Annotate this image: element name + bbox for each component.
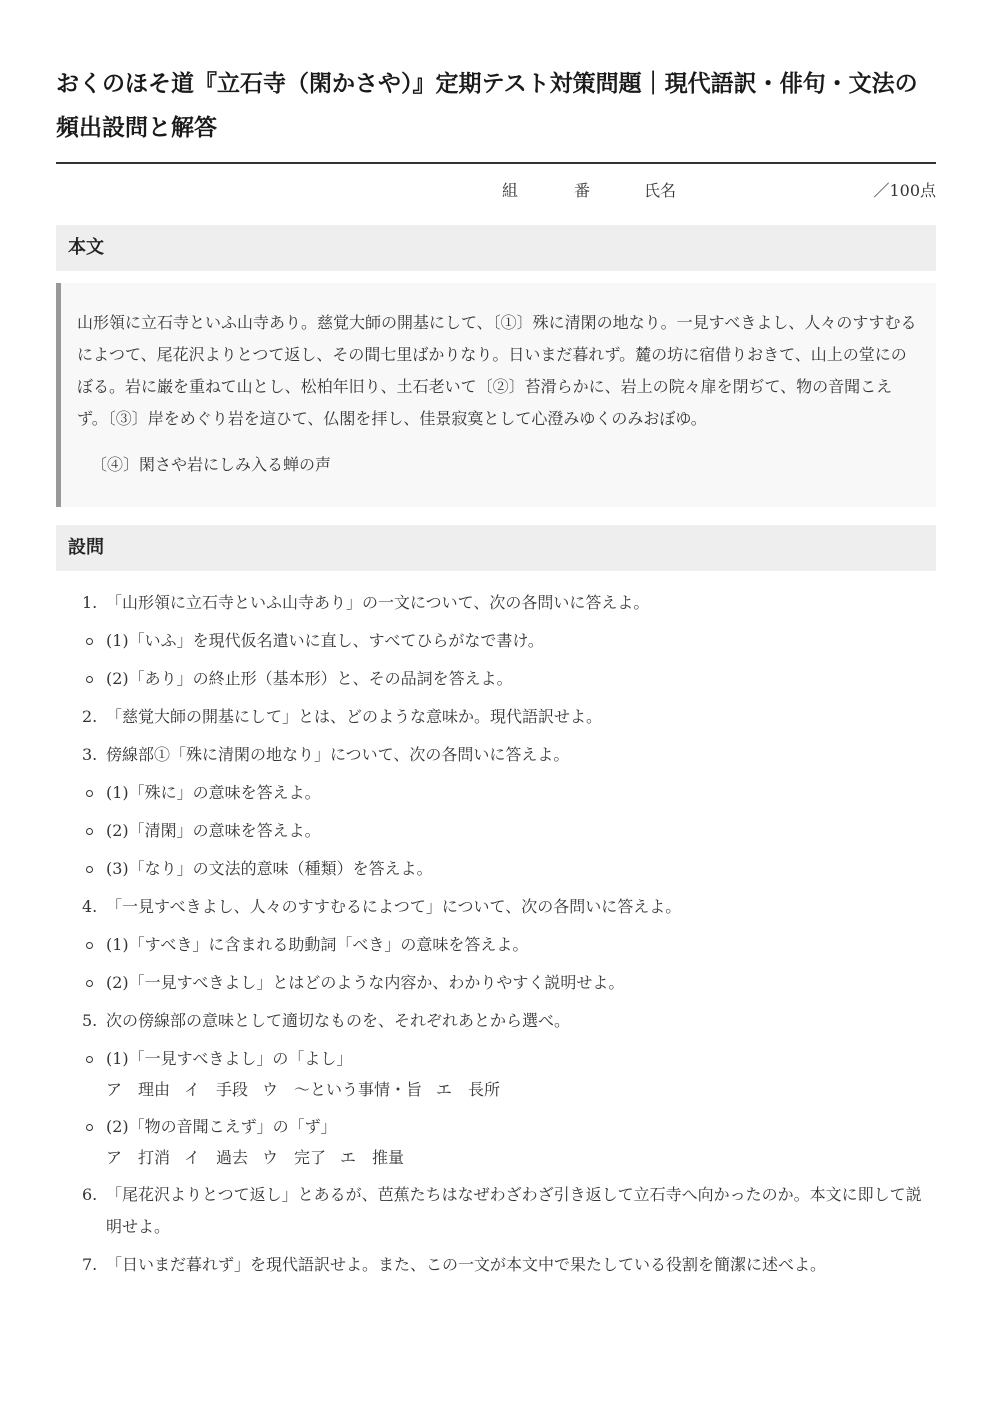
- sub-question-text: (2)「物の音聞こえず」の「ず」: [106, 1117, 337, 1136]
- sub-question: [56, 663, 936, 695]
- score-label: ／100点: [873, 181, 936, 200]
- sub-question-list: [56, 777, 936, 885]
- sub-question-list: [56, 1043, 936, 1173]
- question-text: 「日いまだ暮れず」を現代語訳せよ。また、この一文が本文中で果たしている役割を簡潔に述べよ。: [106, 1255, 827, 1274]
- sub-question: [56, 853, 936, 885]
- sub-question: [56, 625, 936, 657]
- choice-list: [106, 1143, 936, 1173]
- question-number: 3.: [82, 745, 98, 764]
- sub-question: [56, 777, 936, 809]
- choice-list: [106, 1075, 936, 1105]
- honbun-text-box: [56, 283, 936, 507]
- honbun-text: 山形領に立石寺といふ山寺あり。慈覚大師の開基にして、〔①〕殊に清閑の地なり。一見すべきよし、人々のすすむるによつて、尾花沢よりとつて返し、その間七里ばかりなり。日いまだ暮れず。麓の坊に宿借りおきて、山上の堂にのぼる。岩に巌を重ねて山とし、松柏年旧り、土石老いて〔②〕苔滑らかに、岩上の院々扉を閉ぢて、物の音聞こえず。〔③〕岸をめぐり岩を這ひて、仏閣を拝し、佳景寂寞として心澄みゆくのみおぼゆ。: [77, 313, 917, 428]
- sub-question-text: (3)「なり」の文法的意味（種類）を答えよ。: [106, 859, 433, 878]
- sub-question-list: [56, 625, 936, 695]
- student-info-row: [56, 164, 936, 212]
- honbun-heading: 本文: [56, 225, 936, 271]
- circle-bullet-icon: [86, 942, 93, 949]
- question-number: 4.: [82, 897, 98, 916]
- question-item: [56, 587, 936, 619]
- choice-option: イ 手段: [184, 1080, 249, 1099]
- circle-bullet-icon: [86, 828, 93, 835]
- sub-question-text: (2)「一見すべきよし」とはどのような内容か、わかりやすく説明せよ。: [106, 973, 625, 992]
- sub-question-list: [56, 929, 936, 999]
- question-item: [56, 701, 936, 733]
- question-number: 6.: [82, 1185, 98, 1204]
- haiku-line: 〔④〕閑さや岩にしみ入る蝉の声: [91, 455, 332, 474]
- choice-option: ウ 完了: [262, 1148, 327, 1167]
- sub-question-text: (1)「いふ」を現代仮名遣いに直し、すべてひらがなで書け。: [106, 631, 544, 650]
- question-item: [56, 1179, 936, 1243]
- circle-bullet-icon: [86, 1056, 93, 1063]
- question-item: [56, 739, 936, 771]
- circle-bullet-icon: [86, 790, 93, 797]
- choice-option: イ 過去: [184, 1148, 249, 1167]
- choice-option: エ 長所: [436, 1080, 501, 1099]
- question-text: 傍線部①「殊に清閑の地なり」について、次の各問いに答えよ。: [106, 745, 570, 764]
- choice-option: ア 打消: [106, 1148, 171, 1167]
- circle-bullet-icon: [86, 980, 93, 987]
- choice-option: エ 推量: [340, 1148, 405, 1167]
- questions-heading: 設問: [56, 525, 936, 571]
- number-label: 番: [574, 181, 591, 200]
- sub-question-text: (1)「すべき」に含まれる助動詞「べき」の意味を答えよ。: [106, 935, 529, 954]
- question-number: 2.: [82, 707, 98, 726]
- sub-question: [56, 1111, 936, 1173]
- question-text: 「一見すべきよし、人々のすすむるによつて」について、次の各問いに答えよ。: [106, 897, 682, 916]
- circle-bullet-icon: [86, 866, 93, 873]
- question-item: [56, 1005, 936, 1037]
- question-number: 7.: [82, 1255, 98, 1274]
- question-text: 「慈覚大師の開基にして」とは、どのような意味か。現代語訳せよ。: [106, 707, 603, 726]
- sub-question-text: (2)「清閑」の意味を答えよ。: [106, 821, 321, 840]
- question-text: 「尾花沢よりとつて返し」とあるが、芭蕉たちはなぜわざわざ引き返して立石寺へ向かったのか。本文に即して説明せよ。: [106, 1185, 922, 1236]
- question-text: 「山形領に立石寺といふ山寺あり」の一文について、次の各問いに答えよ。: [106, 593, 650, 612]
- circle-bullet-icon: [86, 1124, 93, 1131]
- circle-bullet-icon: [86, 676, 93, 683]
- sub-question-text: (2)「あり」の終止形（基本形）と、その品詞を答えよ。: [106, 669, 513, 688]
- question-text: 次の傍線部の意味として適切なものを、それぞれあとから選べ。: [106, 1011, 571, 1030]
- sub-question: [56, 967, 936, 999]
- question-number: 5.: [82, 1011, 98, 1030]
- worksheet-page: [56, 0, 936, 1287]
- question-item: [56, 1249, 936, 1281]
- sub-question-text: (1)「一見すべきよし」の「よし」: [106, 1049, 353, 1068]
- name-label: 氏名: [644, 181, 677, 200]
- sub-question-text: (1)「殊に」の意味を答えよ。: [106, 783, 321, 802]
- question-list: [56, 587, 936, 1281]
- circle-bullet-icon: [86, 638, 93, 645]
- choice-option: ア 理由: [106, 1080, 171, 1099]
- sub-question: [56, 815, 936, 847]
- page-title: おくのほそ道『立石寺（閑かさや）』定期テスト対策問題｜現代語訳・俳句・文法の頻出設問と解答: [56, 70, 918, 141]
- question-number: 1.: [82, 593, 98, 612]
- choice-option: ウ 〜という事情・旨: [262, 1080, 423, 1099]
- class-label: 組: [502, 181, 519, 200]
- sub-question: [56, 1043, 936, 1105]
- question-item: [56, 891, 936, 923]
- sub-question: [56, 929, 936, 961]
